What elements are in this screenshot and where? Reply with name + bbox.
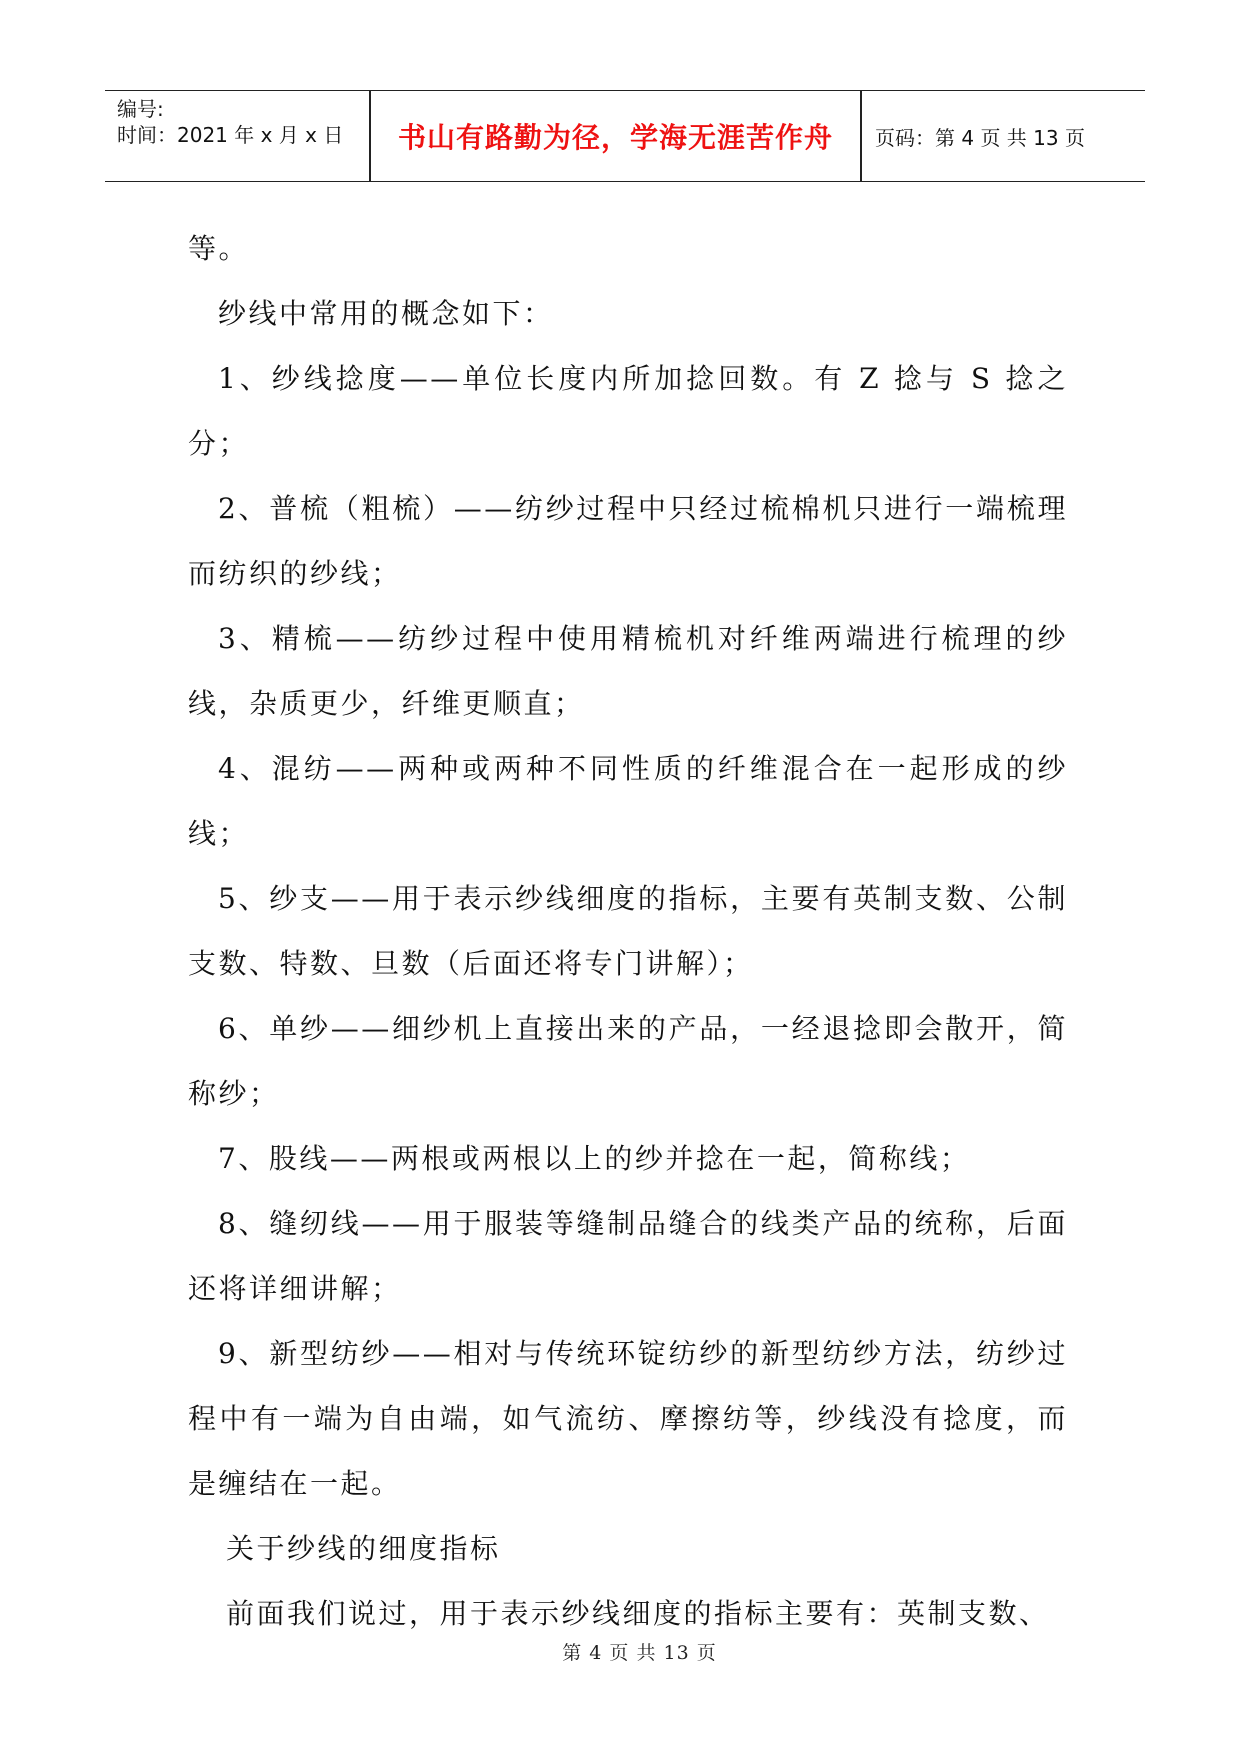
paragraph: 7、股线——两根或两根以上的纱并捻在一起，简称线；: [218, 1142, 971, 1175]
time-label: 时间：2021 年 x 月 x 日: [117, 123, 344, 147]
header-page-code: 页码：第 4 页 共 13 页: [875, 125, 1085, 150]
paragraph: 9、新型纺纱——相对与传统环锭纺纱的新型纺纱方法，纺纱过程中有一端为自由端，如气流纺、摩擦纺等，纱线没有捻度，而是缠结在一起。: [188, 1337, 1068, 1500]
page-header: [105, 90, 1145, 182]
paragraph: 8、缝纫线——用于服装等缝制品缝合的线类产品的统称，后面还将详细讲解；: [188, 1207, 1068, 1305]
paragraph: 1、纱线捻度——单位长度内所加捻回数。有 Z 捻与 S 捻之分；: [188, 362, 1068, 460]
paragraph: 纱线中常用的概念如下：: [218, 297, 554, 330]
paragraph: 4、混纺——两种或两种不同性质的纤维混合在一起形成的纱线；: [188, 752, 1068, 850]
header-meta: [117, 91, 367, 181]
header-divider-right: [860, 91, 862, 181]
page-footer: 第 4 页 共 13 页: [562, 1642, 717, 1664]
paragraph: 2、普梳（粗梳）——纺纱过程中只经过梳棉机只进行一端梳理而纺织的纱线；: [188, 492, 1068, 590]
paragraph: 3、精梳——纺纱过程中使用精梳机对纤维两端进行梳理的纱线，杂质更少，纤维更顺直；: [188, 622, 1068, 720]
paragraph: 前面我们说过，用于表示纱线细度的指标主要有：英制支数、: [226, 1597, 1050, 1630]
paragraph: 等。: [188, 232, 250, 265]
section-heading: 关于纱线的细度指标: [226, 1532, 501, 1565]
header-motto: 书山有路勤为径，学海无涯苦作舟: [397, 121, 833, 154]
paragraph: 6、单纱——细纱机上直接出来的产品，一经退捻即会散开，简称纱；: [188, 1012, 1068, 1110]
serial-number-label: 编号:: [117, 97, 164, 121]
document-body: [188, 216, 1068, 1646]
paragraph: 5、纱支——用于表示纱线细度的指标，主要有英制支数、公制支数、特数、旦数（后面还将专门讲解）；: [188, 882, 1068, 980]
